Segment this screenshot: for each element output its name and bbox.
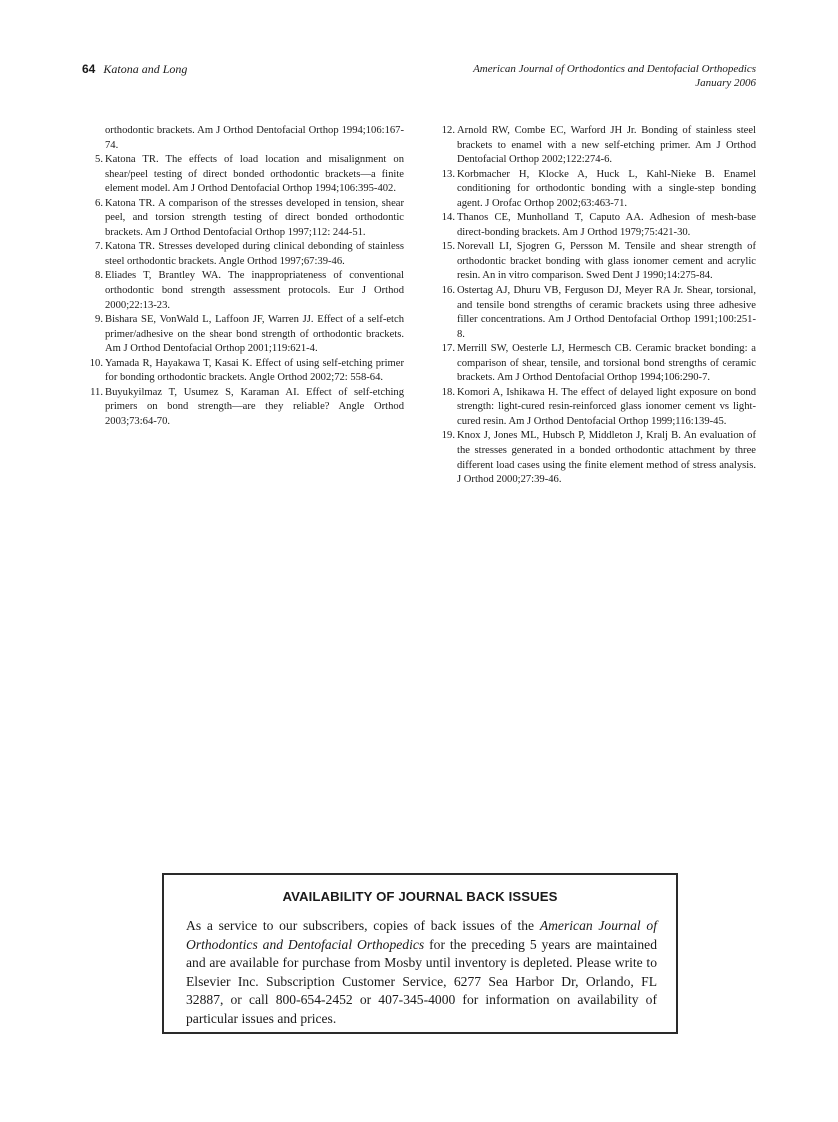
reference-item [440, 211, 756, 240]
notice-body-text: for the preceding 5 years are maintained and are available for purchase from Mosby until inventory is depleted. Please write to Elsevier Inc. Subscription Customer Service, 6277 Sea Harbor Dr, Orlando, FL 32887, or call 800-654-2452 or 407-345-4000 for information on availability of particular issues and prices. [186, 936, 658, 1026]
reference-text: Bishara SE, VonWald L, Laffoon JF, Warren JJ. Effect of a self-etch primer/adhesive on the shear bond strength of orthodontic brackets. Am J Orthod Dentofacial Orthop 2001;119:621-4. [105, 314, 404, 355]
reference-item [440, 429, 756, 487]
reference-number: 10. [89, 357, 103, 369]
reference-number: 5. [95, 154, 103, 166]
reference-number: 16. [441, 285, 455, 297]
reference-item [88, 357, 404, 386]
reference-number: 11. [90, 386, 103, 398]
reference-text: Ostertag AJ, Dhuru VB, Ferguson DJ, Meyer RA Jr. Shear, torsional, and tensile bond strengths of ceramic brackets using three adhesive filler concentrations. Am J Orthod Dentofacial Orthop 1991;100:251-8. [457, 285, 756, 340]
reference-number: 18. [441, 386, 455, 398]
reference-text: orthodontic brackets. Am J Orthod Dentofacial Orthop 1994;106:167-74. [105, 125, 404, 151]
reference-item [440, 168, 756, 212]
reference-item [88, 386, 404, 430]
notice-body [186, 917, 657, 1029]
reference-number: 7. [95, 241, 103, 253]
reference-text: Merrill SW, Oesterle LJ, Hermesch CB. Ceramic bracket bonding: a comparison of shear, tensile, and torsional bond strengths of ceramic brackets. Am J Orthod Dentofacial Orthop 1994;106:290-7. [457, 343, 756, 384]
reference-text: Norevall LI, Sjogren G, Persson M. Tensile and shear strength of orthodontic bracket bonding with glass ionomer cement and acrylic resin. An in vitro comparison. Swed Dent J 1990;14:275-84. [457, 241, 756, 282]
reference-number: 14. [441, 212, 455, 224]
reference-number: 13. [441, 168, 455, 180]
journal-title: American Journal of Orthodontics and Dentofacial Orthopedics [473, 63, 756, 75]
reference-item [88, 240, 404, 269]
reference-number: 8. [95, 270, 103, 282]
reference-item [88, 197, 404, 241]
reference-number: 9. [95, 314, 103, 326]
reference-item [88, 313, 404, 357]
reference-text: Katona TR. Stresses developed during clinical debonding of stainless steel orthodontic brackets. Angle Orthod 1997;67:39-46. [105, 241, 404, 267]
reference-item [88, 153, 404, 197]
reference-text: Arnold RW, Combe EC, Warford JH Jr. Bonding of stainless steel brackets to enamel with a new self-etching primer. Am J Orthod Dentofacial Orthop 2002;122:274-6. [457, 125, 756, 166]
reference-continuation [88, 124, 404, 153]
page-number: 64 [82, 62, 96, 76]
references-right-column [440, 124, 756, 488]
reference-item [88, 269, 404, 313]
notice-journal-name: American Journal of Orthodontics and Dentofacial Orthopedics [186, 918, 657, 952]
reference-text: Yamada R, Hayakawa T, Kasai K. Effect of using self-etching primer for bonding orthodontic brackets. Angle Orthod 2002;72: 558-64. [105, 357, 404, 384]
issue-date: January 2006 [695, 77, 756, 89]
references-left-column [88, 124, 404, 429]
reference-number: 12. [441, 125, 455, 136]
reference-number: 19. [441, 430, 455, 442]
reference-item [440, 386, 756, 430]
reference-item [440, 124, 756, 168]
reference-number: 15. [441, 241, 455, 253]
notice-title: AVAILABILITY OF JOURNAL BACK ISSUES [282, 889, 558, 904]
reference-number: 6. [95, 197, 103, 209]
reference-text: Eliades T, Brantley WA. The inappropriateness of conventional orthodontic bond strength assessment protocols. Eur J Orthod 2000;22:13-23. [105, 270, 404, 311]
reference-text: Komori A, Ishikawa H. The effect of delayed light exposure on bond strength: light-cured resin-reinforced glass ionomer cement vs light-cured resin. Am J Orthod Dentofacial Orthop 1999;116:139-45. [457, 386, 756, 427]
running-header [82, 62, 756, 94]
reference-number: 17. [441, 343, 455, 355]
header-right [473, 62, 756, 90]
reference-text: Buyukyilmaz T, Usumez S, Karaman AI. Effect of self-etching primers on bond strength—are they reliable? Angle Orthod 2003;73:64-70. [105, 386, 404, 427]
reference-item [440, 342, 756, 386]
back-issues-notice-box [162, 873, 678, 1034]
running-authors: Katona and Long [103, 62, 188, 76]
reference-text: Katona TR. The effects of load location and misalignment on shear/peel testing of direct bonded orthodontic brackets—a finite element model. Am J Orthod Dentofacial Orthop 1994;106:395-402. [105, 154, 404, 195]
notice-body-text: As a service to our subscribers, copies of back issues of the [186, 918, 540, 933]
reference-text: Korbmacher H, Klocke A, Huck L, Kahl-Nieke B. Enamel conditioning for orthodontic bonding with a single-step bonding agent. J Orofac Orthop 2002;63:463-71. [457, 168, 756, 209]
header-left [82, 62, 187, 77]
reference-item [440, 240, 756, 284]
reference-text: Knox J, Jones ML, Hubsch P, Middleton J, Kralj B. An evaluation of the stresses generated in a bonded orthodontic attachment by three different load cases using the finite element method of stress analysis. J Orthod 2000;27:39-46. [457, 430, 756, 486]
reference-item [440, 284, 756, 342]
reference-text: Katona TR. A comparison of the stresses developed in tension, shear peel, and torsion strength testing of direct bonded orthodontic brackets. Am J Orthod Dentofacial Orthop 1997;112: 244-51. [105, 197, 404, 238]
reference-text: Thanos CE, Munholland T, Caputo AA. Adhesion of mesh-base direct-bonding brackets. Am J Orthod 1979;75:421-30. [457, 212, 756, 238]
